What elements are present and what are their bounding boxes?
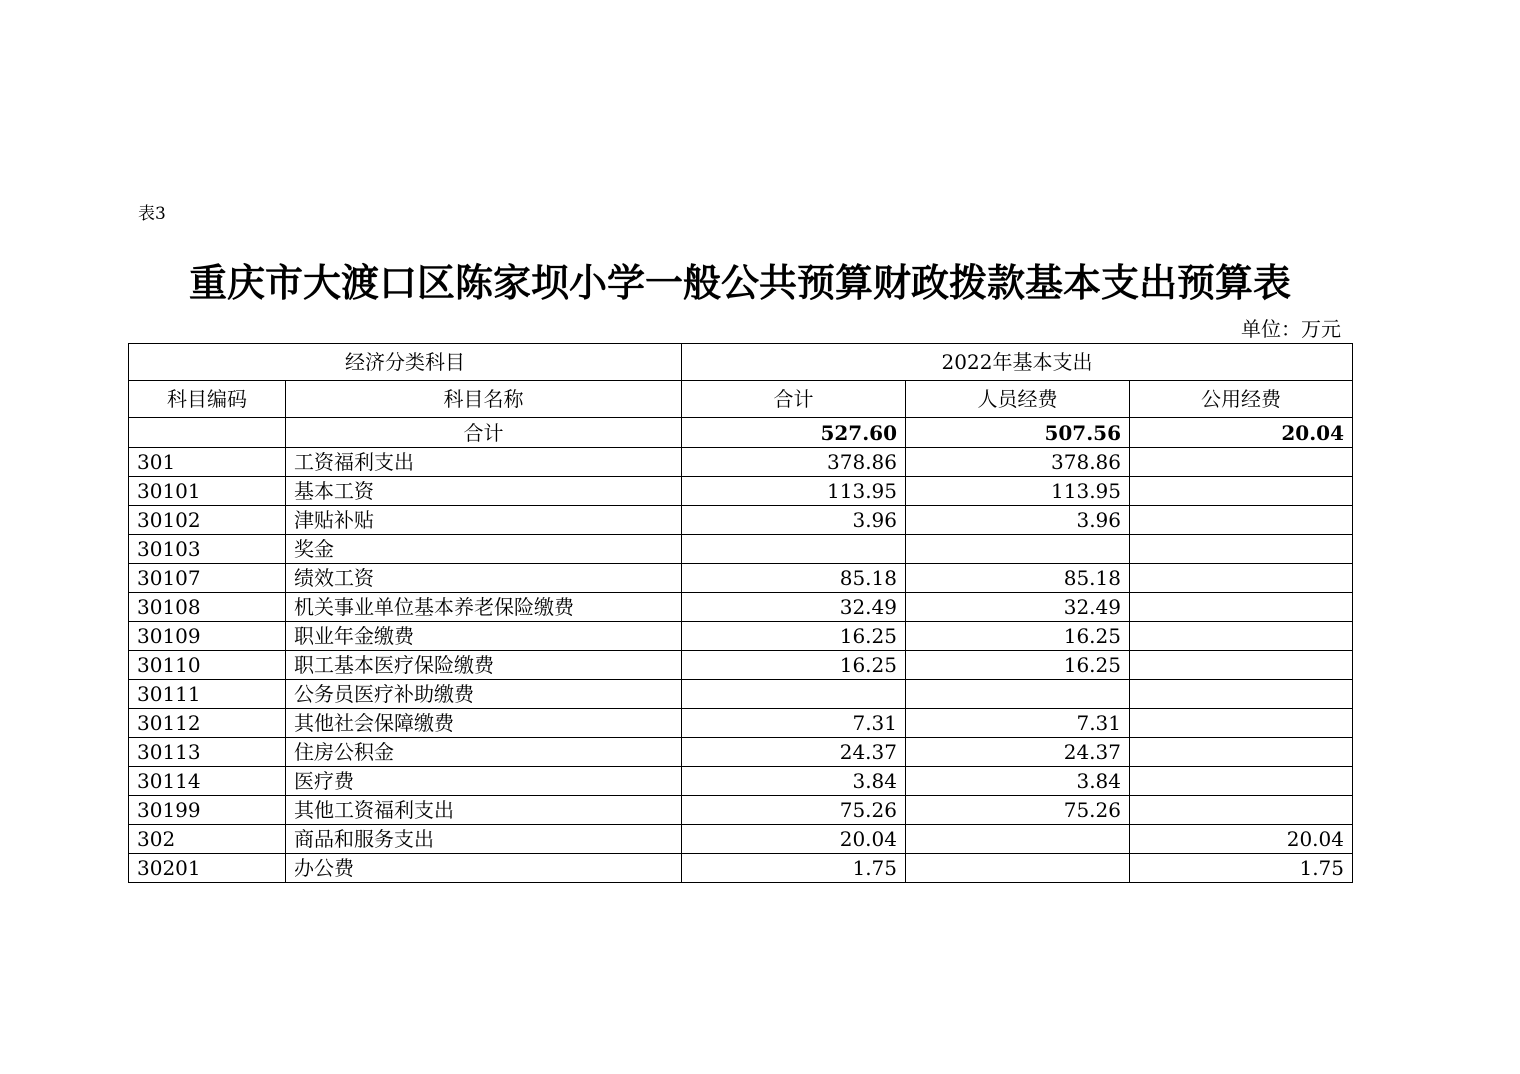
header-public: 公用经费 — [1130, 381, 1353, 418]
total-label: 合计 — [286, 418, 682, 448]
row-name: 其他社会保障缴费 — [286, 709, 682, 738]
table-row — [129, 477, 1353, 506]
row-code: 30109 — [129, 622, 286, 651]
unit-label: 单位：万元 — [1241, 317, 1341, 341]
row-code: 30112 — [129, 709, 286, 738]
row-code: 30102 — [129, 506, 286, 535]
row-name: 奖金 — [286, 535, 682, 564]
row-sum: 16.25 — [682, 622, 906, 651]
page-title: 重庆市大渡口区陈家坝小学一般公共预算财政拨款基本支出预算表 — [188, 261, 1291, 305]
table-number: 表3 — [138, 204, 166, 224]
row-personnel: 16.25 — [906, 622, 1130, 651]
table-row — [129, 767, 1353, 796]
row-code: 302 — [129, 825, 286, 854]
table-row — [129, 448, 1353, 477]
row-sum: 32.49 — [682, 593, 906, 622]
row-name: 津贴补贴 — [286, 506, 682, 535]
header-personnel: 人员经费 — [906, 381, 1130, 418]
table-row — [129, 738, 1353, 767]
row-sum — [682, 535, 906, 564]
row-personnel: 378.86 — [906, 448, 1130, 477]
row-public — [1130, 535, 1353, 564]
row-name: 其他工资福利支出 — [286, 796, 682, 825]
row-public — [1130, 622, 1353, 651]
table-row — [129, 825, 1353, 854]
row-personnel: 3.84 — [906, 767, 1130, 796]
row-personnel: 3.96 — [906, 506, 1130, 535]
row-sum: 113.95 — [682, 477, 906, 506]
row-public — [1130, 564, 1353, 593]
row-public — [1130, 796, 1353, 825]
row-sum: 20.04 — [682, 825, 906, 854]
row-code: 30107 — [129, 564, 286, 593]
row-personnel — [906, 825, 1130, 854]
row-name: 职业年金缴费 — [286, 622, 682, 651]
row-personnel: 32.49 — [906, 593, 1130, 622]
table-body — [129, 418, 1353, 883]
total-code-cell — [129, 418, 286, 448]
row-name: 机关事业单位基本养老保险缴费 — [286, 593, 682, 622]
row-sum: 75.26 — [682, 796, 906, 825]
table-row — [129, 535, 1353, 564]
row-personnel — [906, 535, 1130, 564]
total-row — [129, 418, 1353, 448]
total-public: 20.04 — [1130, 418, 1353, 448]
row-sum: 1.75 — [682, 854, 906, 883]
row-sum: 3.96 — [682, 506, 906, 535]
row-code: 30108 — [129, 593, 286, 622]
row-public — [1130, 448, 1353, 477]
row-public: 1.75 — [1130, 854, 1353, 883]
row-public — [1130, 680, 1353, 709]
row-name: 办公费 — [286, 854, 682, 883]
row-name: 商品和服务支出 — [286, 825, 682, 854]
budget-table — [128, 343, 1353, 883]
econ-group-header: 经济分类科目 — [129, 344, 682, 381]
row-public — [1130, 593, 1353, 622]
table-row — [129, 796, 1353, 825]
row-name: 职工基本医疗保险缴费 — [286, 651, 682, 680]
row-sum: 3.84 — [682, 767, 906, 796]
header-code: 科目编码 — [129, 381, 286, 418]
row-personnel: 16.25 — [906, 651, 1130, 680]
total-sum: 527.60 — [682, 418, 906, 448]
row-code: 30199 — [129, 796, 286, 825]
table-row — [129, 593, 1353, 622]
row-sum — [682, 680, 906, 709]
table-row — [129, 506, 1353, 535]
row-name: 基本工资 — [286, 477, 682, 506]
row-public — [1130, 651, 1353, 680]
row-code: 30101 — [129, 477, 286, 506]
row-personnel — [906, 854, 1130, 883]
row-sum: 7.31 — [682, 709, 906, 738]
table-row — [129, 651, 1353, 680]
row-name: 住房公积金 — [286, 738, 682, 767]
year-group-header: 2022年基本支出 — [682, 344, 1353, 381]
header-name: 科目名称 — [286, 381, 682, 418]
table-row — [129, 622, 1353, 651]
row-personnel: 7.31 — [906, 709, 1130, 738]
row-personnel: 85.18 — [906, 564, 1130, 593]
row-name: 绩效工资 — [286, 564, 682, 593]
total-personnel: 507.56 — [906, 418, 1130, 448]
row-personnel — [906, 680, 1130, 709]
row-name: 公务员医疗补助缴费 — [286, 680, 682, 709]
row-public — [1130, 767, 1353, 796]
header-sum: 合计 — [682, 381, 906, 418]
row-name: 医疗费 — [286, 767, 682, 796]
row-sum: 24.37 — [682, 738, 906, 767]
row-code: 30201 — [129, 854, 286, 883]
row-personnel: 75.26 — [906, 796, 1130, 825]
row-code: 30111 — [129, 680, 286, 709]
row-public — [1130, 738, 1353, 767]
row-code: 30110 — [129, 651, 286, 680]
row-name: 工资福利支出 — [286, 448, 682, 477]
row-public — [1130, 477, 1353, 506]
group-header-row — [129, 344, 1353, 381]
row-public — [1130, 506, 1353, 535]
table-row — [129, 564, 1353, 593]
column-header-row — [129, 381, 1353, 418]
table-row — [129, 680, 1353, 709]
table-row — [129, 709, 1353, 738]
table-row — [129, 854, 1353, 883]
row-code: 30103 — [129, 535, 286, 564]
row-code: 30113 — [129, 738, 286, 767]
row-personnel: 24.37 — [906, 738, 1130, 767]
row-sum: 85.18 — [682, 564, 906, 593]
row-code: 30114 — [129, 767, 286, 796]
row-sum: 378.86 — [682, 448, 906, 477]
row-sum: 16.25 — [682, 651, 906, 680]
row-public — [1130, 709, 1353, 738]
row-public: 20.04 — [1130, 825, 1353, 854]
row-personnel: 113.95 — [906, 477, 1130, 506]
row-code: 301 — [129, 448, 286, 477]
